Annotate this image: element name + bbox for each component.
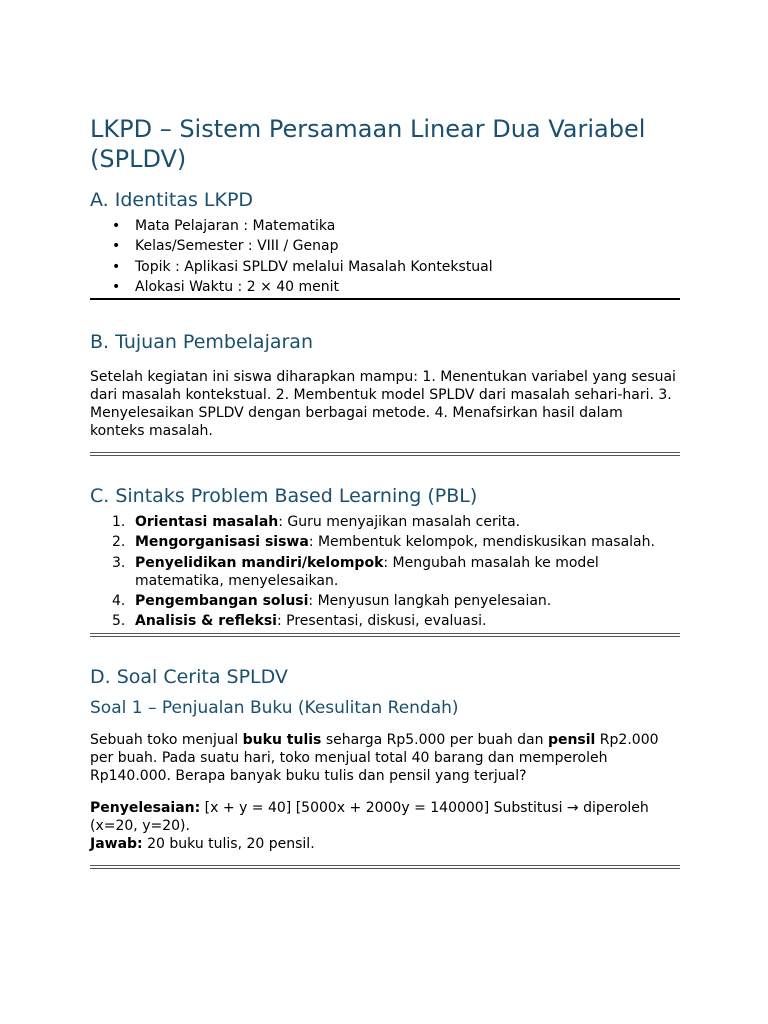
bullet-icon: • (112, 278, 121, 295)
document-content (90, 114, 680, 869)
section-d-heading: D. Soal Cerita SPLDV (90, 665, 288, 688)
bullet-icon: • (112, 218, 121, 234)
section-c-heading: C. Sintaks Problem Based Learning (PBL) (90, 485, 478, 508)
section-divider (90, 633, 680, 637)
section-b-heading: B. Tujuan Pembelajaran (90, 331, 313, 354)
list-item: • Topik : Aplikasi SPLDV melalui Masalah Kontekstual (90, 257, 680, 277)
bullet-icon: • (112, 238, 121, 255)
list-item: 5. Analisis & refleksi: Presentasi, diskusi, evaluasi. (112, 613, 487, 630)
list-item: 1. Orientasi masalah: Guru menyajikan masalah cerita. (112, 514, 521, 531)
list-item: • Mata Pelajaran : Matematika (90, 216, 680, 236)
bullet-icon: • (112, 258, 121, 275)
pbl-steps-list (90, 513, 680, 630)
section-divider (90, 298, 680, 300)
page-title: LKPD – Sistem Persamaan Linear Dua Variabel (SPLDV) (90, 115, 646, 173)
soal-1-heading: Soal 1 – Penjualan Buku (Kesulitan Rendah) (90, 697, 459, 718)
section-divider (90, 865, 680, 869)
section-divider (90, 452, 680, 456)
section-a-heading: A. Identitas LKPD (90, 189, 254, 211)
list-item: • Kelas/Semester : VIII / Genap (90, 236, 680, 256)
list-item: • Alokasi Waktu : 2 × 40 menit (90, 277, 680, 297)
list-item: 4. Pengembangan solusi: Menyusun langkah penyelesaian. (112, 593, 552, 610)
soal-1-solution: Penyelesaian: [x + y = 40] [5000x + 2000y = 140000] Substitusi → diperoleh (x=20, y=20). Jawab: 20 buku tulis, 20 pensil. (90, 799, 649, 852)
learning-objectives-text: Setelah kegiatan ini siswa diharapkan mampu: 1. Menentukan variabel yang sesuai dari masalah kontekstual. 2. Membentuk model SPLDV dari masalah sehari-hari. 3. Menyelesaikan SPLDV dengan berbagai metode. 4. Menafsirkan hasil dalam konteks masalah. (90, 369, 676, 440)
identity-list (90, 216, 680, 297)
soal-1-question: Sebuah toko menjual buku tulis seharga Rp5.000 per buah dan pensil Rp2.000 per buah. Pada suatu hari, toko menjual total 40 barang dan memperoleh Rp140.000. Berapa banyak buku tulis dan pensil yang terjual? (90, 731, 659, 784)
list-item: 2. Mengorganisasi siswa: Membentuk kelompok, mendiskusikan masalah. (112, 534, 655, 551)
list-item: 3. Penyelidikan mandiri/kelompok: Mengubah masalah ke model matematika, menyelesaikan. (112, 554, 599, 589)
